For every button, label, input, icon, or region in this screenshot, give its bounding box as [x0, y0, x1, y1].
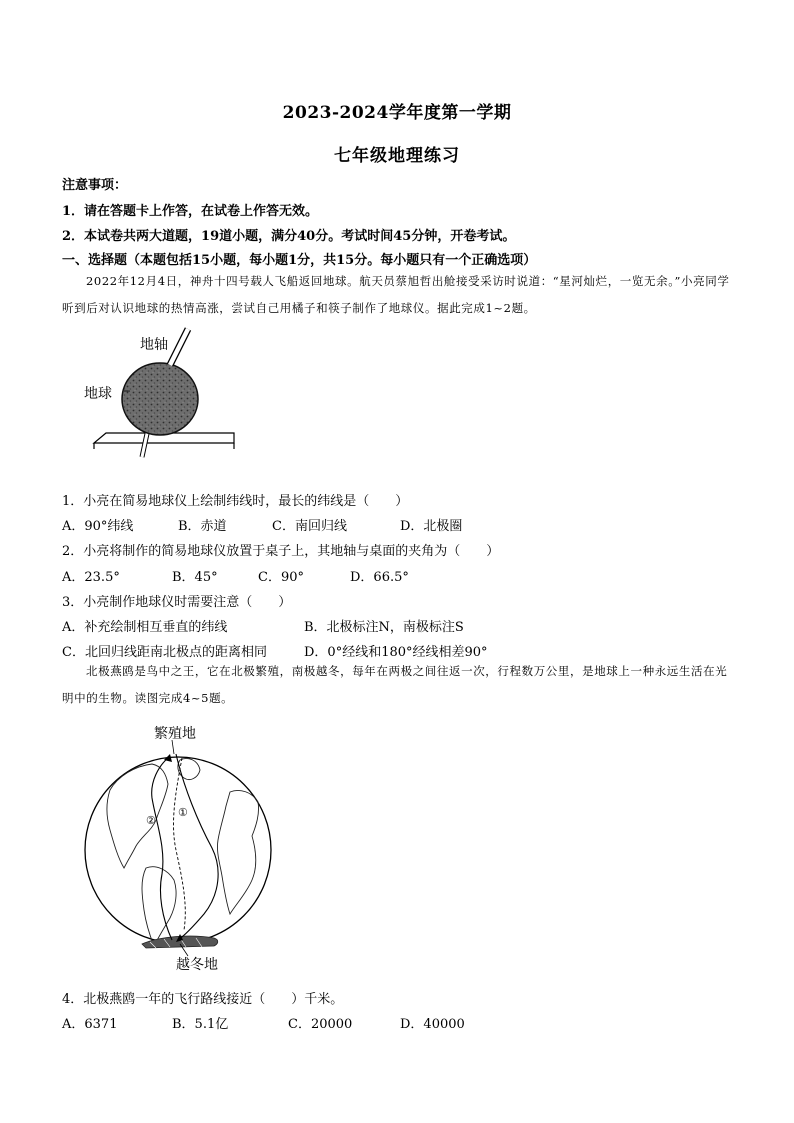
figure-migration-globe: [80, 718, 280, 973]
migration-globe-drawing: [80, 718, 280, 973]
question-4-option-c: C．20000: [288, 1017, 353, 1032]
question-1-option-a: A．90°纬线: [62, 519, 134, 534]
axis-label: 地轴: [140, 337, 168, 353]
question-1-option-c: C．南回归线: [272, 519, 347, 534]
question-1-option-d: D．北极圈: [400, 519, 463, 534]
passage-2: 北极燕鸥是鸟中之王，它在北极繁殖，南极越冬，每年在两极之间往返一次，行程数万公里，是地球上一种永远生活在光明中的生物。读图完成4~5题。: [62, 664, 728, 705]
question-3-option-b: B．北极标注N，南极标注S: [304, 620, 464, 635]
question-2-option-a: A．23.5°: [62, 570, 120, 585]
breeding-ground-label: 繁殖地: [154, 726, 196, 742]
passage-1: 2022年12月4日，神舟十四号载人飞船返回地球。航天员蔡旭哲出舱接受采访时说道：“星河灿烂，一览无余。”小亮同学听到后对认识地球的热情高涨，尝试自己用橘子和筷子制作了地球仪。据此完成1~2题。: [62, 274, 730, 315]
question-4-option-a: A．6371: [62, 1017, 118, 1032]
question-3-option-c: C．北回归线距南北极点的距离相同: [62, 645, 267, 660]
question-3-option-a: A．补充绘制相互垂直的纬线: [62, 620, 228, 635]
question-2-stem: 2．小亮将制作的简易地球仪放置于桌子上，其地轴与桌面的夹角为（ ）: [62, 544, 500, 559]
wintering-ground-label: 越冬地: [176, 957, 218, 973]
question-1-stem: 1．小亮在简易地球仪上绘制纬线时，最长的纬线是（ ）: [62, 494, 409, 509]
question-4-stem: 4．北极燕鸥一年的飞行路线接近（ ）千米。: [62, 992, 344, 1007]
question-3-stem: 3．小亮制作地球仪时需要注意（ ）: [62, 595, 292, 610]
globe-icon: [122, 363, 198, 435]
question-4-option-b: B．5.1亿: [172, 1017, 229, 1032]
notice-heading: 注意事项：: [62, 178, 128, 193]
question-2-option-c: C．90°: [258, 570, 304, 585]
notice-item-1: 1．请在答题卡上作答，在试卷上作答无效。: [62, 204, 319, 219]
notice-item-2: 2．本试卷共两大道题，19道小题，满分40分。考试时间45分钟，开卷考试。: [62, 229, 516, 244]
figure-orange-globe: [84, 325, 244, 475]
question-3-option-d: D．0°经线和180°经线相差90°: [304, 645, 488, 660]
exam-subtitle: 七年级地理练习: [334, 146, 460, 166]
earth-label: 地球: [84, 386, 112, 402]
route-1-label: ①: [178, 806, 188, 819]
question-4-option-d: D．40000: [400, 1017, 465, 1032]
exam-title: 2023-2024学年度第一学期: [282, 103, 512, 123]
question-2-option-b: B．45°: [172, 570, 218, 585]
question-1-option-b: B．赤道: [178, 519, 227, 534]
section-1-heading: 一、选择题（本题包括15小题，每小题1分，共15分。每小题只有一个正确选项）: [62, 253, 537, 268]
question-2-option-d: D．66.5°: [350, 570, 409, 585]
route-2-label: ②: [146, 814, 156, 827]
